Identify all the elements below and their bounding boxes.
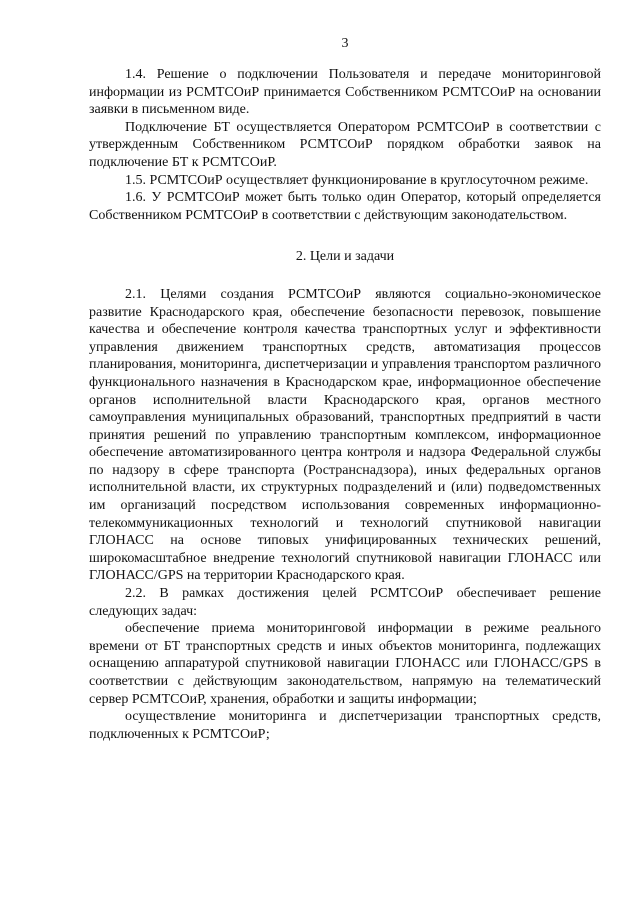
paragraph-1-4: 1.4. Решение о подключении Пользователя и передаче мониторинговой информации из РСМТСОиР принимается Собственником РСМТСОиР на основании заявки в письменном виде. — [89, 67, 601, 118]
document-body — [89, 66, 601, 743]
paragraph-2-1: 2.1. Целями создания РСМТСОиР являются социально-экономическое развитие Краснодарского края, обеспечение безопасности перевозок, повышение качества и обеспечение контроля качества транспортных услуг и эффективности управления движением транспортных средств, автоматизация процессов планирования, мониторинга, диспетчеризации и управления транспортом различного функционального назначения в Краснодарском крае, информационное обеспечение органов исполнительной власти Краснодарского края, органов местного самоуправления муниципальных образований, транспортных предприятий в части принятия решений по управлению транспортным комплексом, информационное обеспечение автоматизированного центра контроля и надзора Федеральной службы по надзору в сфере транспорта (Ространснадзора), иных федеральных органов исполнительной власти, их структурных подразделений и (или) подведомственных им организаций посредством использования современных информационно-телекоммуникационных технологий и технологий спутниковой навигации ГЛОНАСС на основе типовых унифицированных технических решений, широкомасштабное внедрение технологий спутниковой навигации ГЛОНАСС или ГЛОНАСС/GPS на территории Краснодарского края. — [89, 286, 601, 584]
paragraph-1-6: 1.6. У РСМТСОиР может быть только один Оператор, который определяется Собственником РСМТСОиР в соответствии с действующим законодательством. — [89, 190, 601, 223]
paragraph-2-2: 2.2. В рамках достижения целей РСМТСОиР обеспечивает решение следующих задач: — [89, 586, 601, 619]
page-number: 3 — [341, 36, 349, 51]
task-dispatching: осуществление мониторинга и диспетчеризации транспортных средств, подключенных к РСМТСОиР; — [89, 709, 601, 742]
section-heading: 2. Цели и задачи — [295, 249, 395, 265]
paragraph-1-5: 1.5. РСМТСОиР осуществляет функционирование в круглосуточном режиме. — [125, 172, 589, 188]
paragraph-bt-connection: Подключение БТ осуществляется Оператором РСМТСОиР в соответствии с утвержденным Собственником РСМТСОиР порядком обработки заявок на подключение БТ к РСМТСОиР. — [89, 119, 601, 170]
task-monitoring-info: обеспечение приема мониторинговой информации в режиме реального времени от БТ транспортных средств и иных объектов мониторинга, подлежащих оснащению аппаратурой спутниковой навигации ГЛОНАСС или ГЛОНАСС/GPS в соответствии с действующим законодательством, напрямую на телематический сервер РСМТСОиР, хранения, обработки и защиты информации; — [89, 621, 601, 707]
